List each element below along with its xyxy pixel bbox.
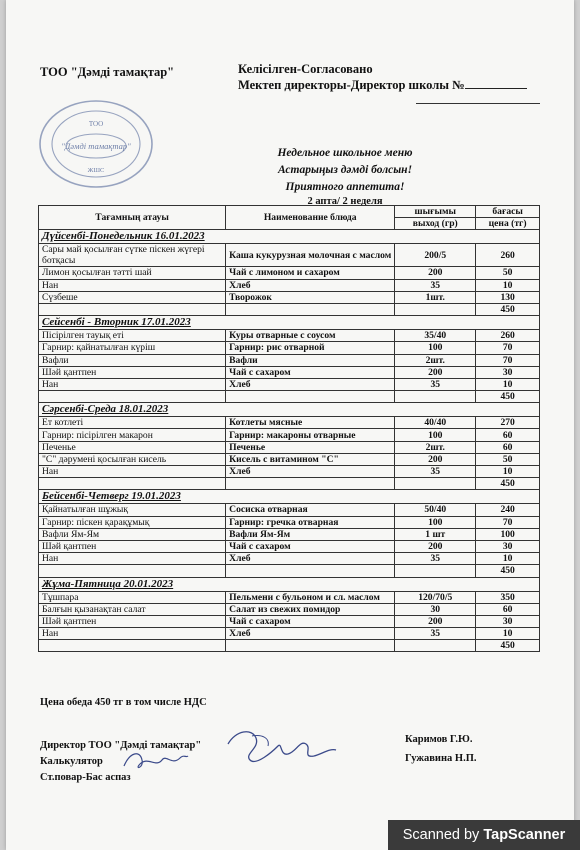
menu-greeting-ru: Приятного аппетита! [285, 181, 405, 193]
dish-output: 200 [395, 615, 476, 627]
dish-price: 70 [476, 516, 540, 528]
menu-greeting-kz: Астарыңыз дәмді болсын! [277, 164, 413, 176]
dish-name-kz: "С" дәрумені қосылған кисель [39, 453, 226, 465]
dish-output: 35 [395, 279, 476, 291]
director-name: Каримов Г.Ю. [405, 734, 473, 745]
dish-name-ru: Хлеб [226, 553, 395, 565]
director-signature [222, 722, 342, 770]
dish-price: 10 [476, 628, 540, 640]
dish-name-kz: Нан [39, 628, 226, 640]
day-total: 450 [476, 303, 540, 315]
table-header-row [39, 206, 540, 218]
dish-price: 60 [476, 441, 540, 453]
dish-price: 130 [476, 291, 540, 303]
dish-price: 260 [476, 244, 540, 267]
dish-name-ru: Гарнир: гречка отварная [226, 516, 395, 528]
dish-output: 2шт. [395, 354, 476, 366]
table-row [39, 466, 540, 478]
table-row [39, 291, 540, 303]
cook-label: Ст.повар-Бас аспаз [40, 772, 131, 783]
dish-price: 260 [476, 330, 540, 342]
table-row [39, 378, 540, 390]
empty-cell [395, 303, 476, 315]
stamp-text-name: "Дәмді тамақтар" [61, 141, 131, 151]
dish-name-kz: Сары май қосылған сүтке піскен жүгері ботқасы [39, 244, 226, 267]
empty-cell [39, 391, 226, 403]
dish-price: 100 [476, 528, 540, 540]
day-total: 450 [476, 391, 540, 403]
dish-output: 50/40 [395, 504, 476, 516]
watermark-brand: TapScanner [483, 827, 566, 843]
dish-name-ru: Котлеты мясные [226, 417, 395, 429]
table-row [39, 603, 540, 615]
empty-cell [39, 303, 226, 315]
dish-name-ru: Каша кукурузная молочная с маслом [226, 244, 395, 267]
calculator-signature [120, 746, 190, 774]
table-row [39, 591, 540, 603]
empty-cell [226, 565, 395, 577]
dish-output: 1шт. [395, 291, 476, 303]
day-total-row [39, 391, 540, 403]
dish-price: 30 [476, 366, 540, 378]
day-title: Сейсенбі - Вторник 17.01.2023 [39, 316, 540, 330]
school-number-blank [465, 77, 527, 89]
dish-name-ru: Вафли [226, 354, 395, 366]
dish-name-kz: Вафли [39, 354, 226, 366]
header-ru-name: Наименование блюда [226, 206, 395, 230]
table-row [39, 516, 540, 528]
dish-name-kz: Нан [39, 279, 226, 291]
approval-signature-line [416, 103, 540, 104]
table-row [39, 615, 540, 627]
day-header-row [39, 230, 540, 244]
day-title: Дүйсенбі-Понедельник 16.01.2023 [39, 230, 540, 244]
empty-cell [395, 565, 476, 577]
dish-price: 350 [476, 591, 540, 603]
table-row [39, 628, 540, 640]
dish-price: 240 [476, 504, 540, 516]
table-row [39, 553, 540, 565]
dish-name-kz: Сүзбеше [39, 291, 226, 303]
empty-cell [39, 565, 226, 577]
header-price-bottom: цена (тг) [476, 218, 540, 230]
dish-name-ru: Кисель с витамином "С" [226, 453, 395, 465]
dish-name-kz: Шәй қантпен [39, 366, 226, 378]
table-row [39, 528, 540, 540]
dish-output: 2шт. [395, 441, 476, 453]
dish-name-kz: Тұшпара [39, 591, 226, 603]
table-row [39, 244, 540, 267]
scanner-watermark [388, 820, 580, 850]
table-row [39, 453, 540, 465]
stamp-text-top: ТОО [88, 120, 104, 128]
dish-output: 35 [395, 466, 476, 478]
dish-name-ru: Куры отварные с соусом [226, 330, 395, 342]
calculator-label: Калькулятор [40, 756, 103, 767]
director-approval-label: Мектеп директоры-Директор школы № [238, 78, 465, 92]
dish-name-kz: Нан [39, 378, 226, 390]
dish-name-kz: Шәй қантпен [39, 615, 226, 627]
empty-cell [395, 391, 476, 403]
dish-name-ru: Хлеб [226, 279, 395, 291]
dish-output: 200 [395, 540, 476, 552]
dish-output: 30 [395, 603, 476, 615]
day-header-row [39, 490, 540, 504]
empty-cell [395, 478, 476, 490]
table-row [39, 504, 540, 516]
dish-price: 30 [476, 615, 540, 627]
dish-name-kz: Балғын қызанақтан салат [39, 603, 226, 615]
dish-name-ru: Хлеб [226, 466, 395, 478]
day-total: 450 [476, 478, 540, 490]
dish-price: 10 [476, 279, 540, 291]
director-label: Директор ТОО "Дәмді тамақтар" [40, 740, 202, 751]
day-total-row [39, 478, 540, 490]
day-total-row [39, 303, 540, 315]
calculator-name: Гужавина Н.П. [405, 753, 477, 764]
dish-name-kz: Ет котлеті [39, 417, 226, 429]
dish-name-kz: Нан [39, 553, 226, 565]
dish-name-kz: Вафли Ям-Ям [39, 528, 226, 540]
company-stamp [36, 98, 156, 190]
dish-price: 50 [476, 267, 540, 279]
dish-price: 70 [476, 354, 540, 366]
dish-name-ru: Чай с сахаром [226, 366, 395, 378]
day-title: Бейсенбі-Четверг 19.01.2023 [39, 490, 540, 504]
dish-output: 35 [395, 378, 476, 390]
dish-output: 200 [395, 453, 476, 465]
day-header-row [39, 577, 540, 591]
day-header-row [39, 403, 540, 417]
empty-cell [226, 303, 395, 315]
day-total: 450 [476, 640, 540, 652]
dish-output: 35 [395, 553, 476, 565]
dish-price: 60 [476, 429, 540, 441]
dish-output: 200 [395, 366, 476, 378]
watermark-prefix: Scanned by [402, 827, 484, 843]
dish-output: 120/70/5 [395, 591, 476, 603]
dish-name-ru: Вафли Ям-Ям [226, 528, 395, 540]
dish-price: 270 [476, 417, 540, 429]
table-row [39, 279, 540, 291]
day-header-row [39, 316, 540, 330]
empty-cell [395, 640, 476, 652]
dish-name-ru: Хлеб [226, 378, 395, 390]
director-approval-line [238, 77, 527, 93]
menu-titles [250, 145, 440, 196]
table-row [39, 417, 540, 429]
dish-name-ru: Чай с сахаром [226, 615, 395, 627]
table-row [39, 366, 540, 378]
dish-name-kz: Гарнир: піскен қарақұмық [39, 516, 226, 528]
dish-price: 10 [476, 378, 540, 390]
dish-output: 100 [395, 429, 476, 441]
stamp-text-bottom: ЖШС [87, 167, 105, 174]
dish-name-ru: Пельмени с бульоном и сл. маслом [226, 591, 395, 603]
table-row [39, 330, 540, 342]
dish-output: 100 [395, 516, 476, 528]
dish-output: 40/40 [395, 417, 476, 429]
day-title: Жұма-Пятница 20.01.2023 [39, 577, 540, 591]
price-note: Цена обеда 450 тг в том числе НДС [40, 697, 207, 708]
dish-name-ru: Творожок [226, 291, 395, 303]
agreed-label: Келісілген-Согласовано [238, 62, 373, 76]
dish-price: 10 [476, 553, 540, 565]
table-row [39, 429, 540, 441]
day-total-row [39, 640, 540, 652]
dish-output: 1 шт [395, 528, 476, 540]
dish-name-ru: Печенье [226, 441, 395, 453]
day-total: 450 [476, 565, 540, 577]
dish-name-kz: Нан [39, 466, 226, 478]
dish-name-kz: Шәй қантпен [39, 540, 226, 552]
dish-price: 60 [476, 603, 540, 615]
dish-price: 10 [476, 466, 540, 478]
dish-output: 35/40 [395, 330, 476, 342]
table-row [39, 267, 540, 279]
dish-name-ru: Салат из свежих помидор [226, 603, 395, 615]
dish-name-ru: Чай с лимоном и сахаром [226, 267, 395, 279]
day-title: Сәрсенбі-Среда 18.01.2023 [39, 403, 540, 417]
dish-output: 200/5 [395, 244, 476, 267]
dish-price: 50 [476, 453, 540, 465]
week-label: 2 апта/ 2 неделя [307, 196, 383, 207]
dish-name-ru: Сосиска отварная [226, 504, 395, 516]
table-row [39, 342, 540, 354]
dish-price: 30 [476, 540, 540, 552]
day-total-row [39, 565, 540, 577]
dish-name-kz: Пісірілген тауық еті [39, 330, 226, 342]
empty-cell [226, 391, 395, 403]
header-output-top: шығымы [395, 206, 476, 218]
header-kz-name: Тағамның атауы [39, 206, 226, 230]
dish-name-kz: Гарнир: пісірілген макарон [39, 429, 226, 441]
table-row [39, 540, 540, 552]
dish-name-ru: Гарнир: макароны отварные [226, 429, 395, 441]
dish-name-kz: Гарнир: қайнатылған күріш [39, 342, 226, 354]
header-price-top: бағасы [476, 206, 540, 218]
menu-table [38, 205, 540, 652]
empty-cell [39, 478, 226, 490]
header-output-bottom: выход (гр) [395, 218, 476, 230]
empty-cell [226, 478, 395, 490]
dish-name-kz: Лимон қосылған тәтті шай [39, 267, 226, 279]
dish-name-ru: Гарнир: рис отварной [226, 342, 395, 354]
dish-name-kz: Қайнатылған шұжық [39, 504, 226, 516]
dish-name-ru: Чай с сахаром [226, 540, 395, 552]
dish-output: 35 [395, 628, 476, 640]
table-row [39, 441, 540, 453]
dish-price: 70 [476, 342, 540, 354]
dish-output: 200 [395, 267, 476, 279]
empty-cell [39, 640, 226, 652]
table-row [39, 354, 540, 366]
dish-name-ru: Хлеб [226, 628, 395, 640]
organization-name: ТОО "Дәмді тамақтар" [40, 65, 175, 79]
menu-title: Недельное школьное меню [277, 147, 413, 159]
dish-output: 100 [395, 342, 476, 354]
empty-cell [226, 640, 395, 652]
approval-block [238, 61, 527, 93]
dish-name-kz: Печенье [39, 441, 226, 453]
